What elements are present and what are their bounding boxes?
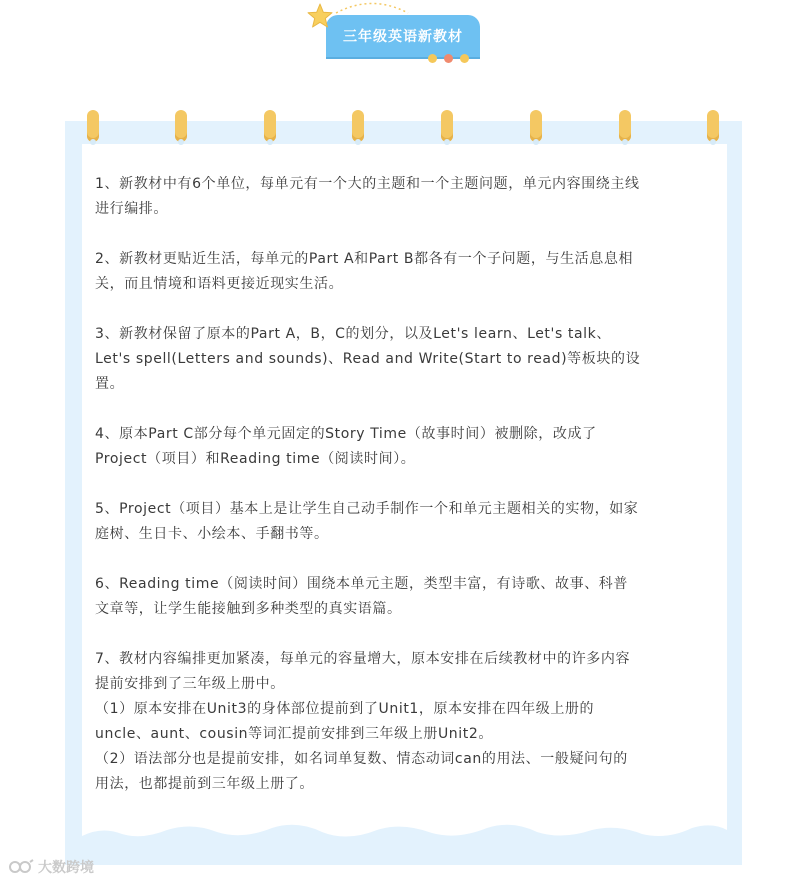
dot-red	[444, 54, 453, 63]
dot-yellow	[460, 54, 469, 63]
watermark-text: 大数跨境	[38, 860, 94, 876]
paragraph-5: 5、Project（项目）基本上是让学生自己动手制作一个和单元主题相关的实物，如家 庭树、生日卡、小绘本、手翻书等。	[95, 501, 639, 542]
paragraph-3: 3、新教材保留了原本的Part A，B，C的划分，以及Let's learn、Let's talk、 Let's spell(Letters and sounds)、Read and Write(Start to read)等板块的设 置。	[95, 326, 641, 392]
paragraph-7: 7、教材内容编排更加紧凑，每单元的容量增大，原本安排在后续教材中的许多内容 提前安排到了三年级上册中。 （1）原本安排在Unit3的身体部位提前到了Unit1，原本安排在四年级上册的 uncle、aunt、cousin等词汇提前安排到三年级上册Unit2。 （2）语法部分也是提前安排，如名词单复数、情态动词can的用法、一般疑问句的 用法，也都提前到三年级上册了。	[95, 651, 631, 792]
star-icon	[306, 2, 334, 30]
binder-ring	[441, 110, 453, 142]
article-content	[95, 172, 715, 797]
paragraph-2: 2、新教材更贴近生活，每单元的Part A和Part B都各有一个子问题，与生活息息相 关，而且情境和语料更接近现实生活。	[95, 251, 634, 292]
binder-ring	[619, 110, 631, 142]
dot-yellow	[428, 54, 437, 63]
paragraph-6: 6、Reading time（阅读时间）围绕本单元主题，类型丰富，有诗歌、故事、科普 文章等，让学生能接触到多种类型的真实语篇。	[95, 576, 629, 617]
brand-logo-icon	[8, 858, 34, 876]
page-title: 三年级英语新教材	[343, 29, 463, 45]
bottom-wave-decoration	[82, 818, 727, 848]
decorative-dots	[428, 54, 469, 63]
binder-ring	[87, 110, 99, 142]
watermark	[8, 857, 94, 877]
paragraph-4: 4、原本Part C部分每个单元固定的Story Time（故事时间）被删除，改成了 Project（项目）和Reading time（阅读时间）。	[95, 426, 597, 467]
header-badge	[300, 0, 490, 75]
binder-ring	[264, 110, 276, 142]
paragraph-1: 1、新教材中有6个单位，每单元有一个大的主题和一个主题问题，单元内容围绕主线 进行编排。	[95, 176, 640, 217]
binder-ring	[175, 110, 187, 142]
title-badge	[326, 15, 480, 57]
binder-ring	[352, 110, 364, 142]
dotted-arc-decoration	[332, 0, 412, 14]
binder-ring	[707, 110, 719, 142]
binder-ring	[530, 110, 542, 142]
